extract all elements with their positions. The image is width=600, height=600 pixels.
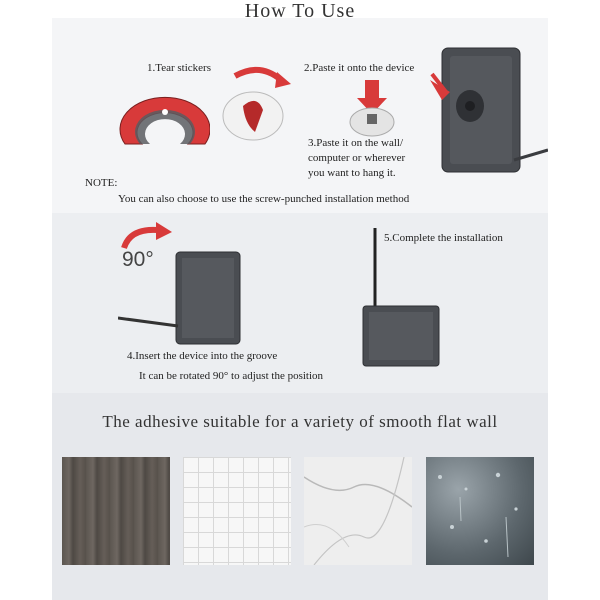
step2-label: 2.Paste it onto the device: [304, 62, 415, 74]
step1-label: 1.Tear stickers: [147, 62, 211, 74]
step3-line: 3.Paste it on the wall/: [308, 137, 404, 149]
step5-label: 5.Complete the installation: [384, 232, 503, 244]
surfaces-subtitle: The adhesive suitable for a variety of smooth flat wall: [102, 412, 498, 431]
surface-white-tile: [183, 457, 291, 565]
surface-marble: [304, 457, 412, 565]
page-title: How To Use: [244, 0, 356, 22]
surface-wood-grain: [62, 457, 170, 565]
note-text: You can also choose to use the screw-punched installation method: [118, 193, 410, 205]
step3-label: [308, 136, 405, 181]
step3-line: you want to hang it.: [308, 167, 396, 179]
device-insert-illustration: [118, 248, 248, 348]
marble-veins: [304, 457, 412, 565]
installed-device-illustration: [355, 226, 445, 371]
mount-disc-illustration: [345, 80, 400, 140]
surface-rainy-glass: [426, 457, 534, 565]
note-label: NOTE:: [85, 177, 118, 189]
peel-sticker-illustration: [205, 62, 295, 142]
sticker-ring-illustration: [110, 82, 210, 152]
step4-line1: 4.Insert the device into the groove: [127, 350, 278, 362]
step3-line: computer or wherever: [308, 152, 406, 164]
device-back-illustration: [430, 40, 548, 180]
step4-line2: It can be rotated 90° to adjust the position: [139, 370, 324, 382]
raindrops: [426, 457, 534, 565]
rotation-label: 90°: [122, 248, 154, 271]
